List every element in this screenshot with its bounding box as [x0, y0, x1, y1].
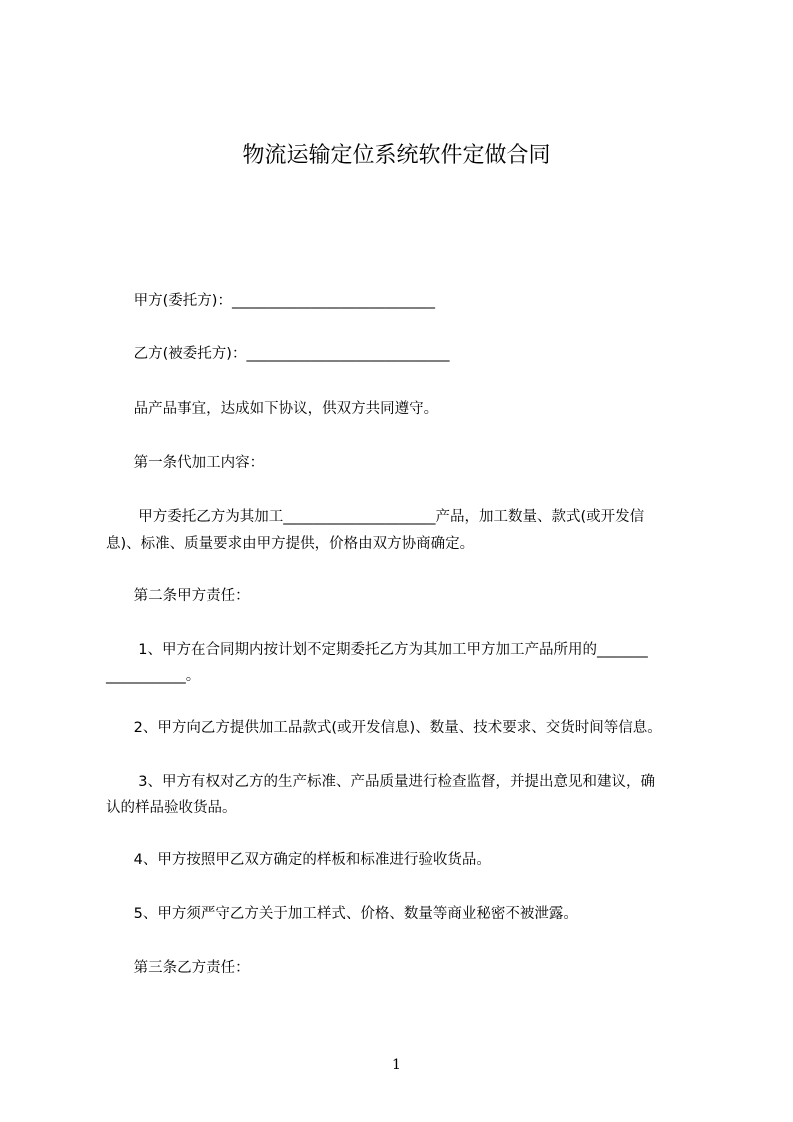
party-a-line: 甲方(委托方)：____________________________	[106, 293, 435, 309]
document-title: 物流运输定位系统软件定做合同	[242, 143, 551, 168]
article-2-item-3-line-1: 3、甲方有权对乙方的生产标准、产品质量进行检查监督，并提出意见和建议，确	[106, 774, 655, 790]
party-b-line: 乙方(被委托方)：____________________________	[106, 346, 450, 362]
article-1-text-line-2: 息)、标准、质量要求由甲方提供，价格由双方协商确定。	[106, 536, 475, 552]
agreement-intro: 品产品事宜，达成如下协议，供双方共同遵守。	[106, 401, 439, 417]
article-2-item-5: 5、甲方须严守乙方关于加工样式、价格、数量等商业秘密不被泄露。	[106, 906, 578, 922]
article-3-heading: 第三条乙方责任：	[106, 960, 250, 976]
article-1-heading: 第一条代加工内容：	[106, 455, 265, 471]
article-2-item-4: 4、甲方按照甲乙双方确定的样板和标准进行验收货品。	[106, 852, 491, 868]
article-2-item-1-line-1: 1、甲方在合同期内按计划不定期委托乙方为其加工甲方加工产品所用的_______	[106, 642, 648, 658]
article-2-heading: 第二条甲方责任：	[106, 588, 250, 604]
article-2-item-2: 2、甲方向乙方提供加工品款式(或开发信息)、数量、技术要求、交货时间等信息。	[106, 720, 662, 736]
article-1-text-line-1: 甲方委托乙方为其加工_____________________产品，加工数量、款式(或开发信	[106, 509, 645, 525]
page-number: 1	[392, 1057, 401, 1073]
article-2-item-3-line-2: 认的样品验收货品。	[106, 800, 237, 816]
article-2-item-1-line-2: ___________。	[106, 668, 201, 684]
